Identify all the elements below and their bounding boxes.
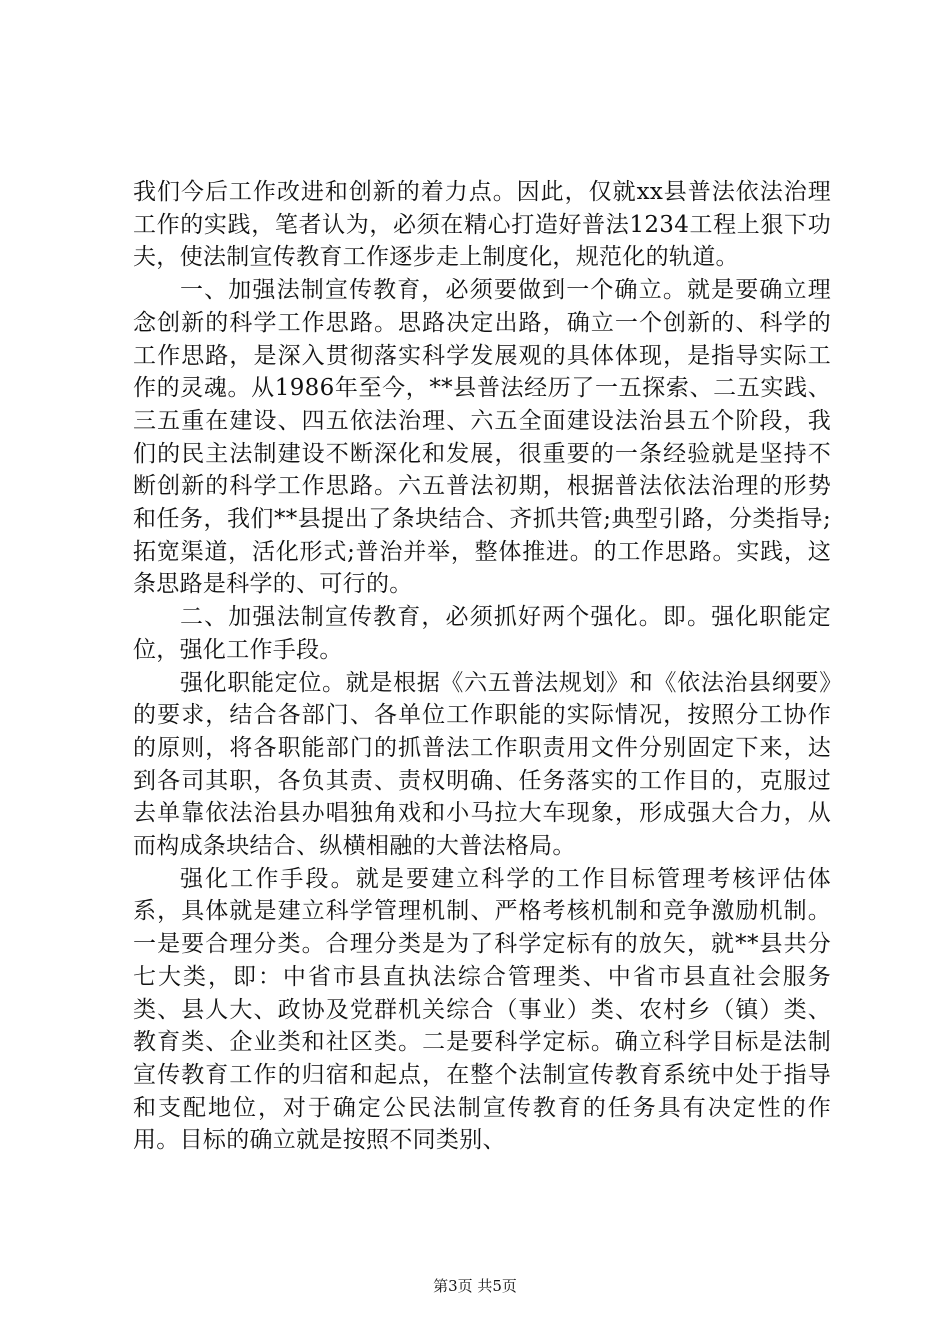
paragraph-4: 强化职能定位。就是根据《六五普法规划》和《依法治县纲要》的要求，结合各部门、各单位工作职能的实际情况，按照分工协作的原则，将各职能部门的抓普法工作职责用文件分别固定下来，达到各司其职，各负其责、责权明确、任务落实的工作目的，克服过去单靠依法治县办唱独角戏和小马拉大车现象，形成强大合力，从而构成条块结合、纵横相融的大普法格局。 — [133, 669, 831, 860]
paragraph-1: 我们今后工作改进和创新的着力点。因此，仅就xx县普法依法治理工作的实践，笔者认为，必须在精心打造好普法1234工程上狠下功夫，使法制宣传教育工作逐步走上制度化，规范化的轨道。 — [133, 179, 831, 271]
paragraph-3: 二、加强法制宣传教育，必须抓好两个强化。即。强化职能定位，强化工作手段。 — [133, 604, 831, 663]
paragraph-5: 强化工作手段。就是要建立科学的工作目标管理考核评估体系，具体就是建立科学管理机制、严格考核机制和竞争激励机制。一是要合理分类。合理分类是为了科学定标有的放矢，就**县共分七大类，即：中省市县直执法综合管理类、中省市县直社会服务类、县人大、政协及党群机关综合（事业）类、农村乡（镇）类、教育类、企业类和社区类。二是要科学定标。确立科学目标是法制宣传教育工作的归宿和起点，在整个法制宣传教育系统中处于指导和支配地位，对于确定公民法制宣传教育的任务具有决定性的作用。目标的确立就是按照不同类别、 — [133, 865, 831, 1154]
document-body — [133, 176, 831, 1157]
paragraph-2: 一、加强法制宣传教育，必须要做到一个确立。就是要确立理念创新的科学工作思路。思路决定出路，确立一个创新的、科学的工作思路，是深入贯彻落实科学发展观的具体体现，是指导实际工作的灵魂。从1986年至今，**县普法经历了一五探索、二五实践、三五重在建设、四五依法治理、六五全面建设法治县五个阶段，我们的民主法制建设不断深化和发展，很重要的一条经验就是坚持不断创新的科学工作思路。六五普法初期，根据普法依法治理的形势和任务，我们**县提出了条块结合、齐抓共管;典型引路，分类指导;拓宽渠道，活化形式;普治并举，整体推进。的工作思路。实践，这条思路是科学的、可行的。 — [133, 277, 831, 598]
page-footer: 第3页 共5页 — [433, 1277, 517, 1295]
